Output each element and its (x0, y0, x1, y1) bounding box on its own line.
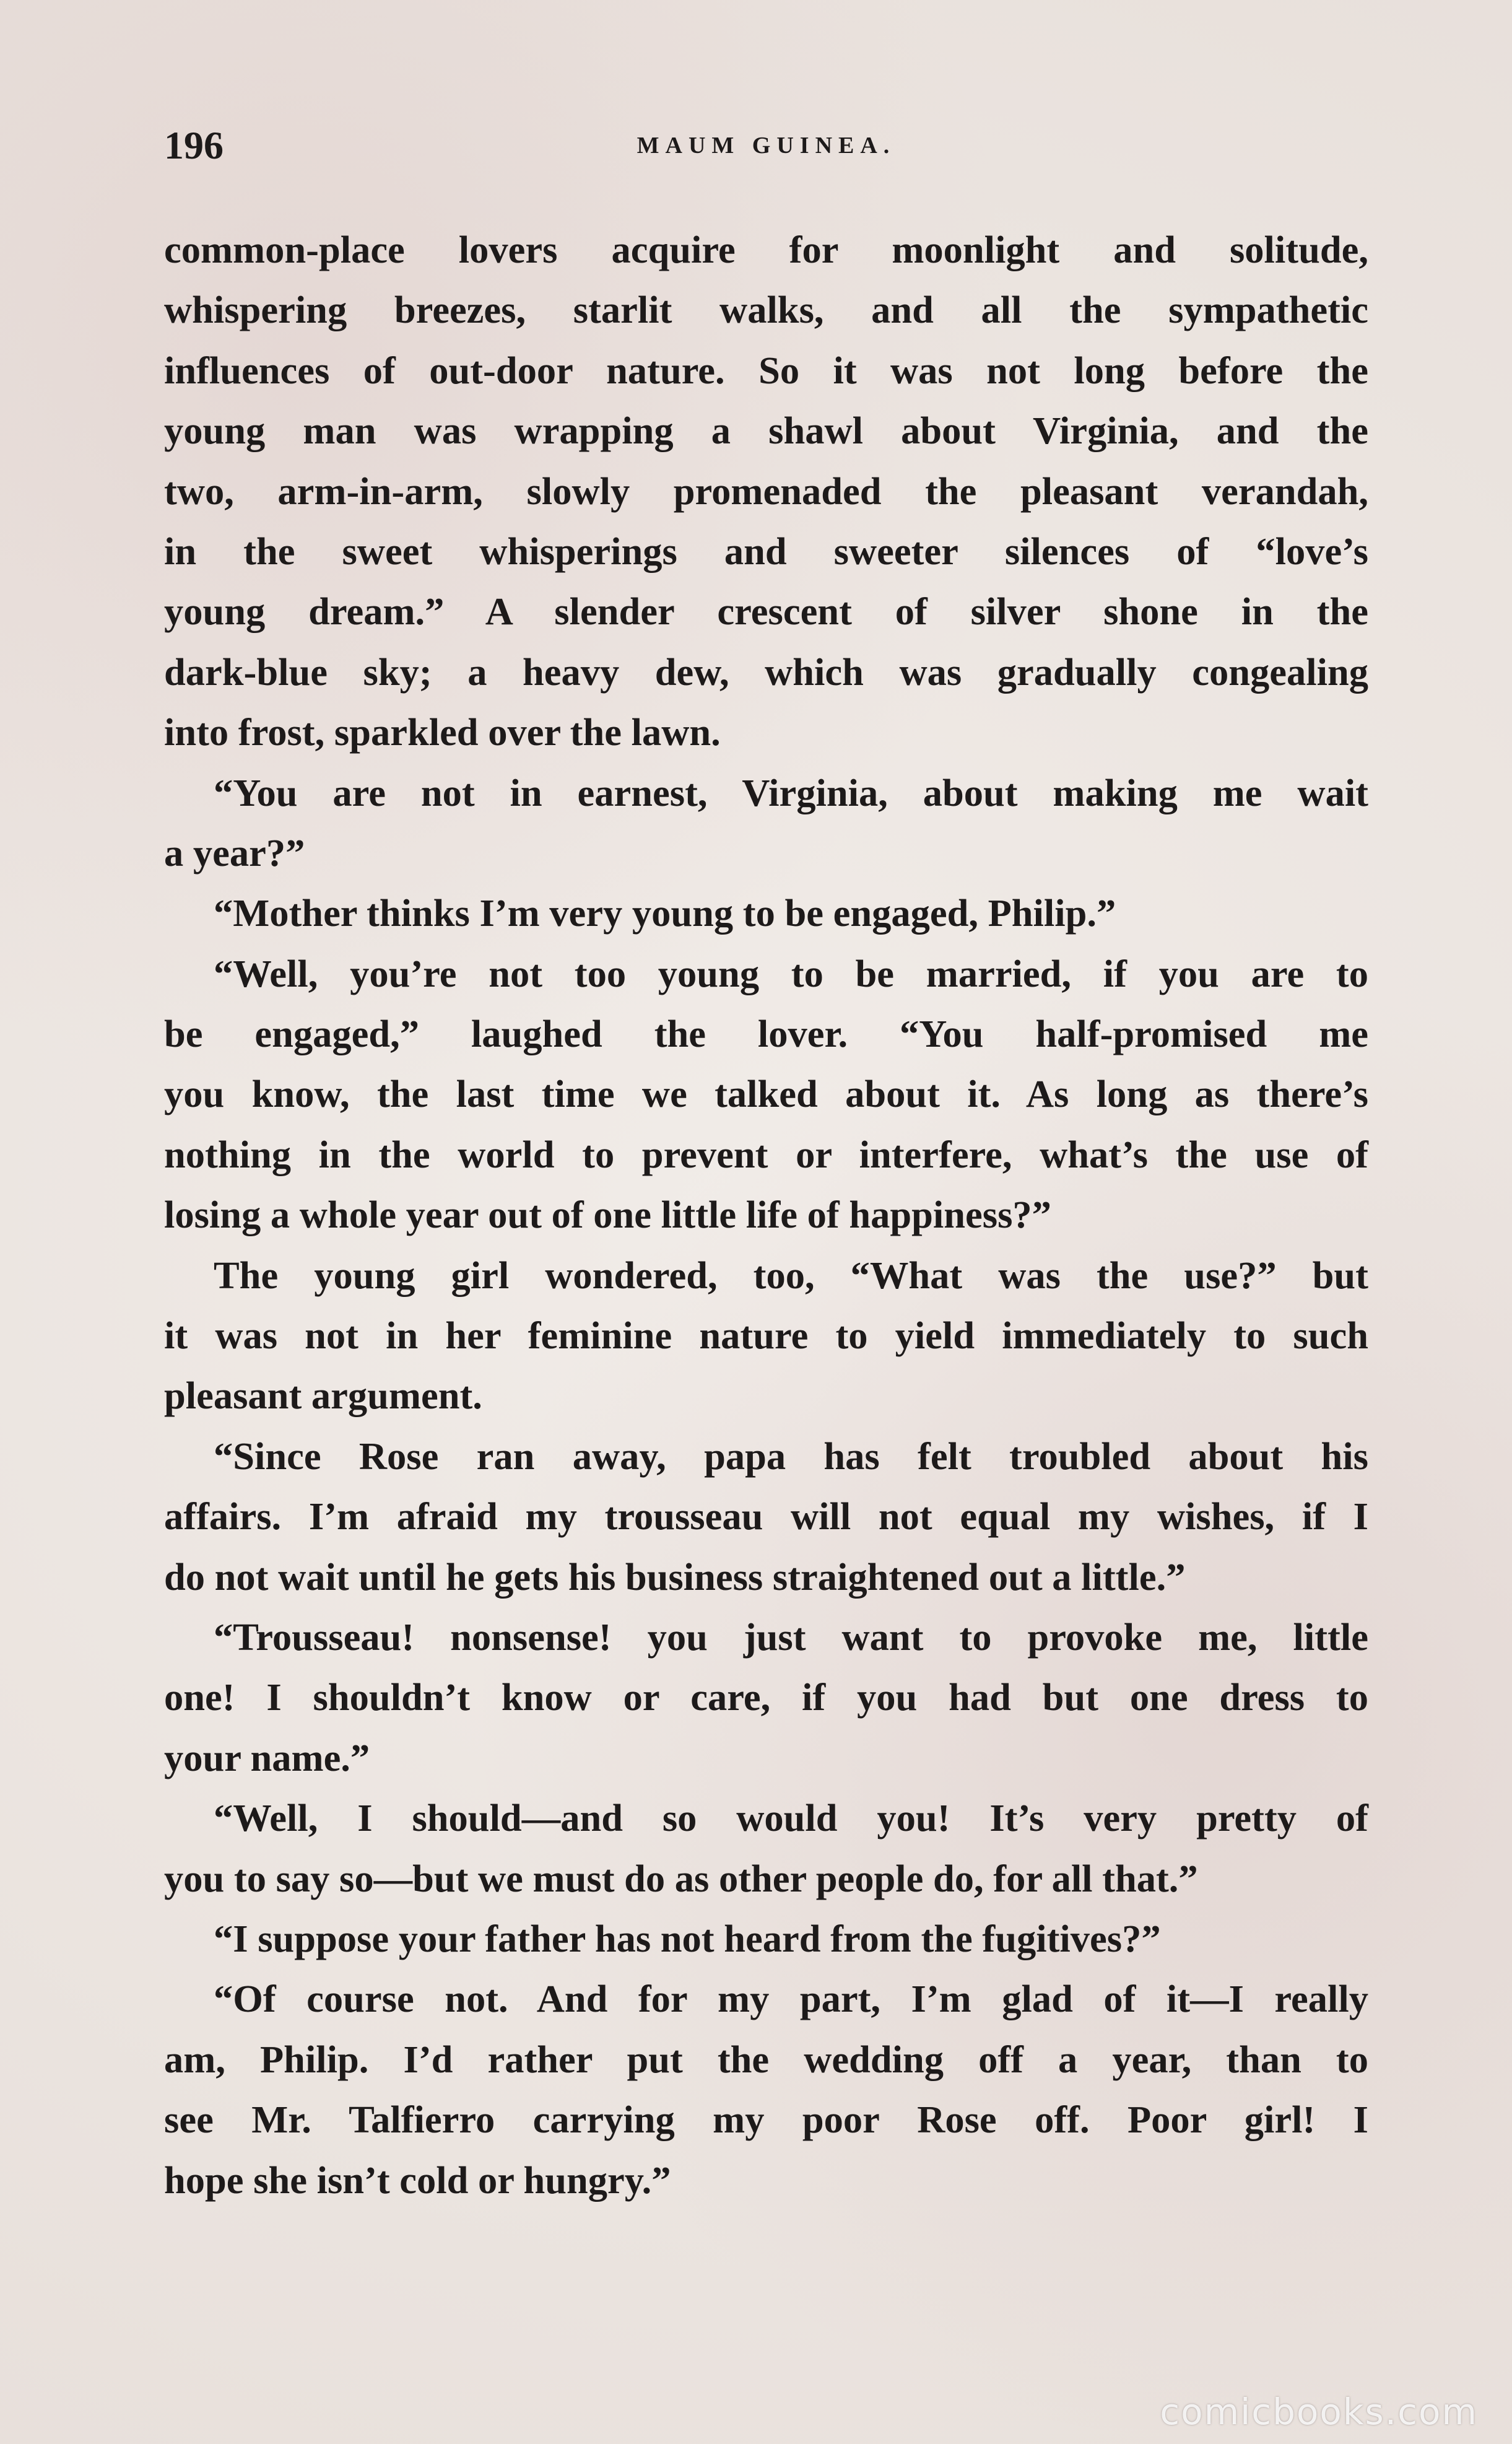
text-line: young man was wrapping a shawl about Virginia, and the (164, 409, 1368, 453)
text-line: affairs. I’m afraid my trousseau will not equal my wishes, if I (164, 1495, 1368, 1538)
text-line: losing a whole year out of one little life of happiness?” (164, 1193, 1051, 1237)
text-line: one! I shouldn’t know or care, if you had but one dress to (164, 1675, 1368, 1719)
text-line: young dream.” A slender crescent of silver shone in the (164, 590, 1368, 634)
text-line: “Well, you’re not too young to be married, if you are to (214, 951, 1368, 995)
text-line: “You are not in earnest, Virginia, about making me wait (214, 770, 1368, 814)
watermark: comicbooks.com (1160, 2391, 1478, 2433)
text-line: into frost, sparkled over the lawn. (164, 710, 721, 754)
text-line: pleasant argument. (164, 1374, 482, 1418)
text-line: “Mother thinks I’m very young to be engaged, Philip.” (214, 891, 1116, 935)
text-line: influences of out-door nature. So it was not long before the (164, 348, 1368, 392)
text-line: whispering breezes, starlit walks, and all the sympathetic (164, 288, 1368, 332)
text-line: see Mr. Talfierro carrying my poor Rose off. Poor girl! I (164, 2098, 1368, 2142)
running-head: MAUM GUINEA. (637, 133, 896, 159)
text-line: The young girl wondered, too, “What was the use?” but (214, 1253, 1368, 1297)
text-line: am, Philip. I’d rather put the wedding off a year, than to (164, 2037, 1368, 2081)
text-line: “Well, I should—and so would you! It’s very pretty of (214, 1796, 1368, 1840)
text-line: common-place lovers acquire for moonlight and solitude, (164, 228, 1368, 271)
text-line: you to say so—but we must do as other people do, for all that.” (164, 1856, 1198, 1900)
text-line: two, arm-in-arm, slowly promenaded the pleasant verandah, (164, 469, 1368, 513)
text-line: nothing in the world to prevent or interfere, what’s the use of (164, 1132, 1368, 1176)
body-text (164, 220, 1368, 2211)
text-line: you know, the last time we talked about it. As long as there’s (164, 1072, 1368, 1116)
text-line: a year?” (164, 831, 305, 875)
page-number: 196 (164, 123, 224, 167)
text-line: it was not in her feminine nature to yield immediately to such (164, 1314, 1368, 1358)
text-line: your name.” (164, 1735, 370, 1779)
page-header (164, 121, 1368, 170)
text-line: dark-blue sky; a heavy dew, which was gradually congealing (164, 650, 1368, 694)
text-line: “I suppose your father has not heard from the fugitives?” (214, 1916, 1161, 1960)
text-line: hope she isn’t cold or hungry.” (164, 2158, 671, 2202)
text-line: in the sweet whisperings and sweeter silences of “love’s (164, 529, 1368, 573)
text-line: do not wait until he gets his business straightened out a little.” (164, 1555, 1186, 1599)
text-line: be engaged,” laughed the lover. “You half-promised me (164, 1012, 1368, 1056)
text-line: “Of course not. And for my part, I’m glad of it—I really (214, 1977, 1368, 2021)
text-line: “Since Rose ran away, papa has felt troubled about his (214, 1434, 1368, 1478)
text-line: “Trousseau! nonsense! you just want to provoke me, little (214, 1615, 1368, 1659)
